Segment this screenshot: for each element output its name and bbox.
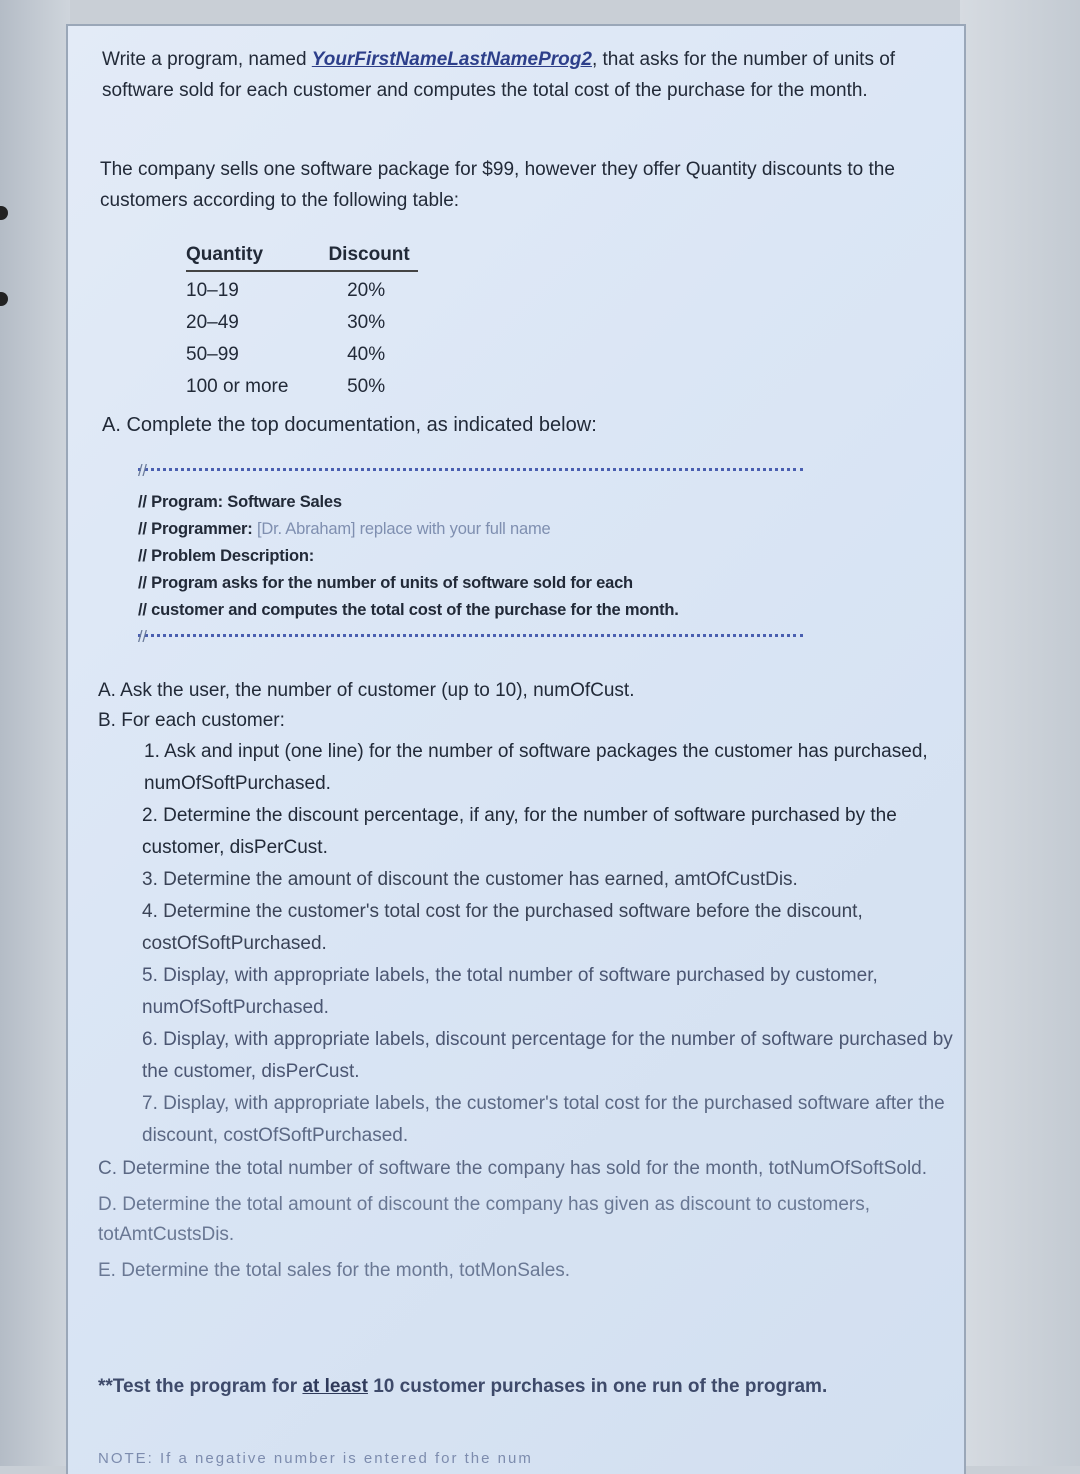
- steps-list: [98, 676, 958, 1286]
- documentation-block: // // Program: Software Sales // Programmer: [Dr. Abraham] replace with your full name // Problem Description: // Program asks for the number of units of software sold for each // customer and computes the total cost of the purchase for the month. //: [138, 458, 803, 655]
- discount-cell: 50%: [347, 376, 386, 397]
- screen: [66, 24, 966, 1474]
- test-prefix: **Test the program for: [98, 1376, 303, 1397]
- programmer-label: // Programmer:: [138, 520, 257, 538]
- star-divider: [138, 468, 803, 481]
- test-instruction: [98, 1376, 827, 1398]
- substep-4: 4. Determine the customer's total cost for the purchased software before the discount, costOfSoftPurchased.: [142, 901, 863, 954]
- table-row: [186, 271, 418, 304]
- star-divider: [138, 634, 803, 647]
- quantity-cell: 10–19: [186, 280, 239, 301]
- step-c: C. Determine the total number of software the company has sold for the month, totNumOfSoftSold.: [98, 1158, 928, 1179]
- comment-programmer: [138, 516, 803, 543]
- table-row: [186, 368, 418, 400]
- discount-cell: 20%: [347, 280, 386, 301]
- substep-7: 7. Display, with appropriate labels, the customer's total cost for the purchased software after the discount, costOfSoftPurchased.: [142, 1093, 945, 1146]
- quantity-cell: 50–99: [186, 344, 239, 365]
- substep-1: 1. Ask and input (one line) for the number of software packages the customer has purchased, numOfSoftPurchased.: [144, 741, 928, 794]
- substeps: [98, 736, 958, 1152]
- step-b: B. For each customer:: [98, 710, 285, 731]
- section-a-heading: A. Complete the top documentation, as indicated below:: [102, 414, 597, 436]
- header-quantity: Quantity: [186, 244, 288, 271]
- intro-paragraph: [102, 44, 947, 106]
- quantity-cell: 100 or more: [186, 376, 289, 397]
- substep-3: 3. Determine the amount of discount the customer has earned, amtOfCustDis.: [142, 869, 798, 890]
- discount-table: [186, 244, 418, 400]
- test-emphasis: at least: [302, 1376, 368, 1397]
- substep-5: 5. Display, with appropriate labels, the total number of software purchased by customer, numOfSoftPurchased.: [142, 965, 878, 1018]
- table-row: [186, 304, 418, 336]
- quantity-cell: 20–49: [186, 312, 239, 333]
- program-name: YourFirstNameLastNameProg2: [311, 49, 592, 70]
- intro-text-cont: , that asks for the number of units of software sold for each customer and computes the total cost of the purchase for the month.: [102, 49, 896, 101]
- header-discount: Discount: [288, 244, 417, 271]
- comment-program: // Program: Software Sales: [138, 493, 342, 511]
- monitor-bezel-right: [960, 0, 1080, 1466]
- note-text: NOTE: If a negative number is entered for the num: [98, 1450, 533, 1467]
- substep-6: 6. Display, with appropriate labels, discount percentage for the number of software purchased by the customer, disPerCust.: [142, 1029, 953, 1082]
- discount-cell: 40%: [347, 344, 386, 365]
- test-suffix: 10 customer purchases in one run of the program.: [367, 1376, 828, 1397]
- comment-problem: // Problem Description:: [138, 547, 315, 565]
- step-a: A. Ask the user, the number of customer (up to 10), numOfCust.: [98, 680, 635, 701]
- table-row: [186, 336, 418, 368]
- monitor-bezel-left: [0, 0, 70, 1466]
- step-d: D. Determine the total amount of discount the company has given as discount to customers, totAmtCustsDis.: [98, 1194, 871, 1245]
- intro-text: Write a program, named: [102, 49, 312, 70]
- comment-desc-1: // Program asks for the number of units of software sold for each: [138, 574, 633, 592]
- substep-2: 2. Determine the discount percentage, if any, for the number of software purchased by the customer, disPerCust.: [142, 805, 897, 858]
- comment-desc-2: // customer and computes the total cost of the purchase for the month.: [138, 601, 679, 619]
- programmer-value: [Dr. Abraham] replace with your full name: [256, 520, 551, 538]
- pricing-paragraph: The company sells one software package for $99, however they offer Quantity discounts to the customers according to the following table:: [100, 159, 895, 211]
- discount-cell: 30%: [347, 312, 386, 333]
- step-e: E. Determine the total sales for the month, totMonSales.: [98, 1260, 571, 1281]
